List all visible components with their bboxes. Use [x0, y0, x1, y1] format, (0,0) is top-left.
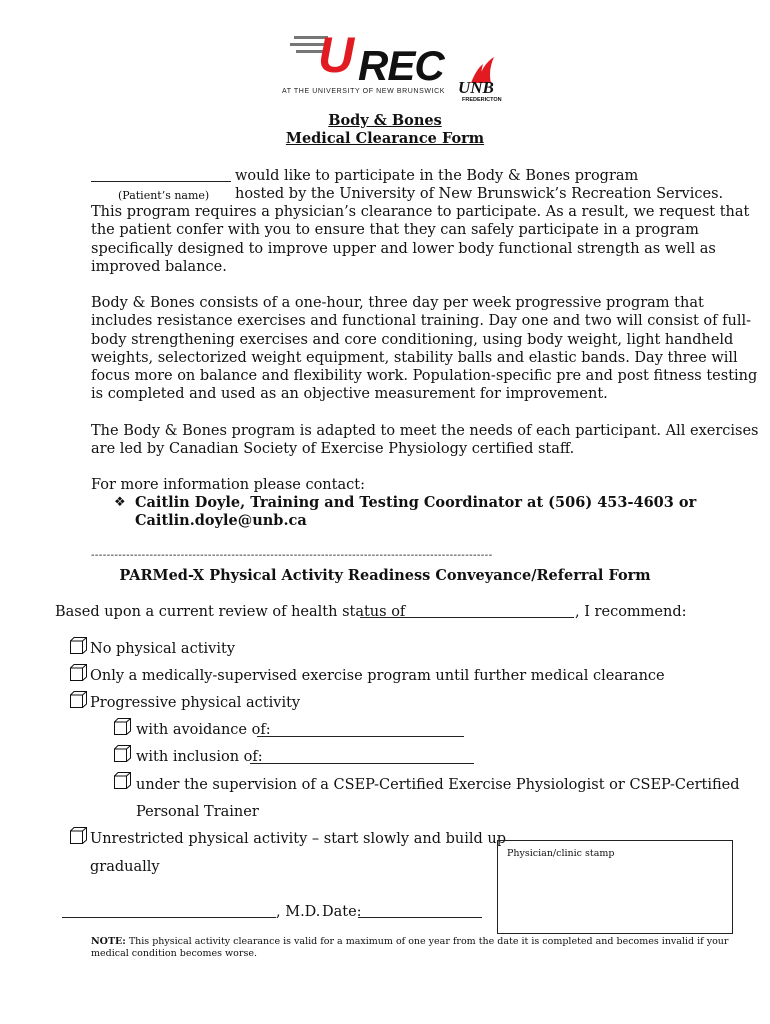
- recommend-prefix: Based upon a current review of health status of: [55, 604, 406, 620]
- md-label: , M.D.: [276, 904, 321, 920]
- contact-email[interactable]: Caitlin.doyle@unb.ca: [135, 512, 307, 529]
- title-line2: Medical Clearance Form: [285, 130, 485, 147]
- checkbox-progressive[interactable]: [70, 691, 87, 708]
- program-description: [91, 294, 757, 404]
- description-line: weights, selectorized weight equipment, stability balls and elastic bands. Day three will: [91, 349, 738, 366]
- adaptation-line: are led by Canadian Society of Exercise Physiology certified staff.: [91, 441, 575, 458]
- checkbox-medically-supervised[interactable]: [70, 664, 87, 681]
- contact-intro: For more information please contact:: [91, 477, 365, 493]
- inclusion-line[interactable]: [250, 763, 474, 764]
- note-label: NOTE:: [91, 936, 126, 947]
- contact-line1: Caitlin Doyle, Training and Testing Coordinator at (506) 453-4603 or: [135, 494, 697, 511]
- logo-unb: UNB: [458, 78, 494, 97]
- intro-text-line: This program requires a physician’s clearance to participate. As a result, we request that: [91, 204, 750, 220]
- logo-rec: REC: [358, 42, 444, 89]
- adaptation-line: The Body & Bones program is adapted to meet the needs of each participant. All exercises: [91, 423, 759, 439]
- description-line: body strengthening exercises and core conditioning, using body weight, light handheld: [91, 331, 734, 348]
- recommend-suffix: , I recommend:: [575, 604, 687, 620]
- logo-fredericton: FREDERICTON: [462, 97, 502, 103]
- checkbox-supervision[interactable]: [114, 772, 131, 789]
- section-divider: -------------------------------------------------------------------------------------------------------: [91, 549, 493, 561]
- clearance-note: [91, 936, 728, 948]
- option-inclusion: with inclusion of:: [136, 749, 263, 765]
- date-line[interactable]: [358, 917, 482, 918]
- description-line: focus more on balance and flexibility work. Population-specific pre and post fitness testing: [91, 368, 758, 385]
- note-text-line1: This physical activity clearance is valid for a maximum of one year from the date it is completed and becomes invalid if your: [128, 936, 729, 947]
- intro-text-line: specifically designed to improve upper and lower body functional strength as well as: [91, 240, 716, 257]
- option-supervision-line2: Personal Trainer: [136, 804, 259, 820]
- option-unrestricted-line2: gradually: [90, 859, 160, 875]
- urec-logo: [282, 27, 508, 108]
- physician-stamp-box[interactable]: [497, 840, 733, 934]
- option-no-activity: No physical activity: [90, 641, 236, 657]
- note-text-line2: medical condition becomes worse.: [91, 948, 257, 959]
- patient-name-line[interactable]: [91, 181, 231, 182]
- option-supervision-line1: under the supervision of a CSEP-Certified Exercise Physiologist or CSEP-Certified: [136, 777, 740, 793]
- adaptation-paragraph: [91, 422, 758, 459]
- description-line: is completed and used as an objective measurement for improvement.: [91, 386, 608, 403]
- bullet-icon: ❖: [114, 495, 126, 510]
- description-line: includes resistance exercises and functional training. Day one and two will consist of full-: [91, 313, 752, 330]
- option-unrestricted-line1: Unrestricted physical activity – start slowly and build up: [90, 831, 506, 847]
- option-progressive: Progressive physical activity: [90, 695, 301, 711]
- patient-status-line[interactable]: [360, 617, 574, 618]
- intro-text-line: the patient confer with you to ensure that they can safely participate in a program: [91, 222, 699, 239]
- checkbox-unrestricted[interactable]: [70, 827, 87, 844]
- option-avoidance: with avoidance of:: [136, 722, 271, 738]
- parmed-title: PARMed-X Physical Activity Readiness Conveyance/Referral Form: [119, 567, 651, 584]
- physician-signature-line[interactable]: [62, 917, 276, 918]
- logo-u: U: [318, 27, 355, 83]
- option-medically-supervised: Only a medically-supervised exercise program until further medical clearance: [90, 668, 665, 684]
- checkbox-avoidance[interactable]: [114, 718, 131, 735]
- intro-line1: would like to participate in the Body & Bones program: [235, 168, 639, 184]
- intro-line2: hosted by the University of New Brunswick’s Recreation Services.: [235, 186, 724, 202]
- stamp-label: Physician/clinic stamp: [507, 848, 615, 859]
- intro-paragraph: [91, 203, 749, 276]
- checkbox-inclusion[interactable]: [114, 745, 131, 762]
- avoidance-line[interactable]: [257, 736, 464, 737]
- date-label: Date:: [322, 904, 362, 920]
- title-line1: Body & Bones: [328, 112, 442, 129]
- intro-text-line: improved balance.: [91, 258, 227, 275]
- checkbox-no-activity[interactable]: [70, 637, 87, 654]
- patient-name-label: (Patient’s name): [118, 189, 210, 202]
- description-line: Body & Bones consists of a one-hour, three day per week progressive program that: [91, 295, 704, 311]
- logo-subtitle: AT THE UNIVERSITY OF NEW BRUNSWICK: [282, 88, 446, 95]
